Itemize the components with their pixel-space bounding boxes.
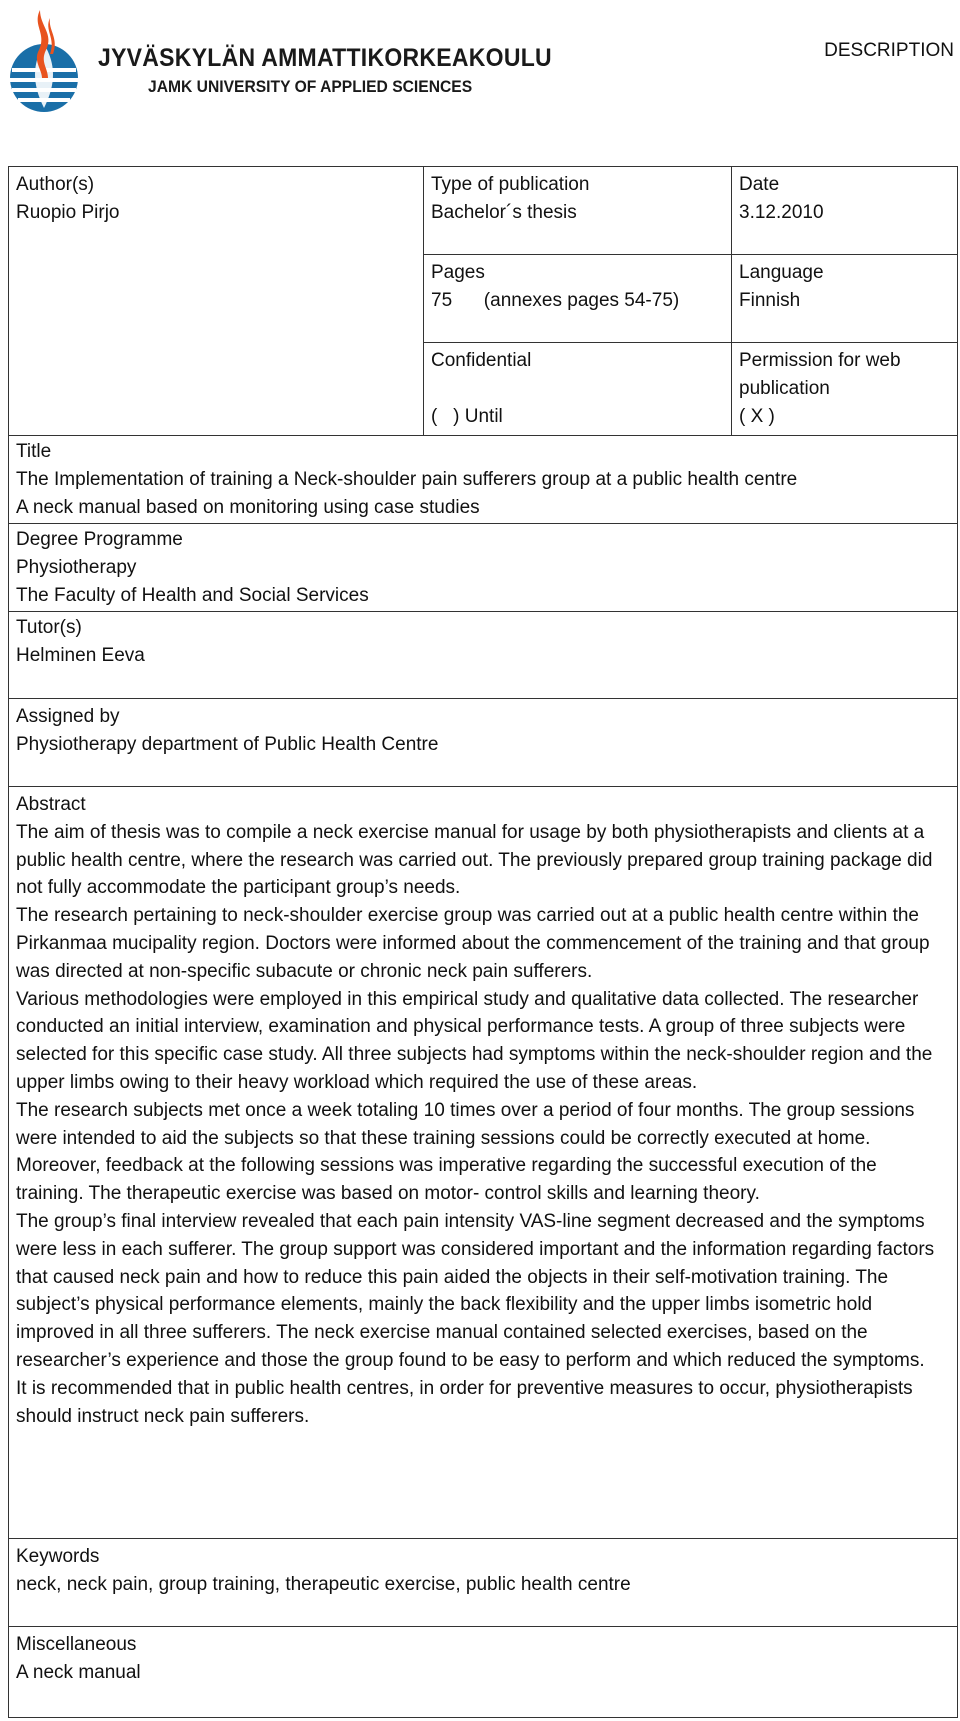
pages-label: Pages (431, 262, 485, 283)
misc-label: Miscellaneous (16, 1634, 137, 1655)
permission-label-2: publication (739, 378, 830, 399)
assigned-by-cell (9, 698, 957, 786)
tutor-label: Tutor(s) (16, 617, 82, 638)
abstract-paragraph: Various methodologies were employed in this empirical study and qualitative data collected. The researcher conducted an initial interview, examination and physical performance tests. A group of three subjects were selected for this specific case study. All three subjects had symptoms within the neck-shoulder region and the upper limbs owing to their heavy workload which required the use of these areas. (16, 988, 933, 1093)
title-cell (9, 435, 957, 523)
author-value: Ruopio Pirjo (16, 202, 120, 223)
permission-cell (731, 342, 957, 435)
author-cell (9, 167, 423, 435)
publication-type-cell (423, 167, 731, 254)
abstract-paragraph: The research subjects met once a week totaling 10 times over a period of four months. The group sessions were intended to aid the subjects so that these training sessions could be correctly executed at home. Moreover, feedback at the following sessions was imperative regarding the successful execution of the training. The therapeutic exercise was based on motor- control skills and learning theory. (16, 1099, 915, 1205)
confidential-cell (423, 342, 731, 435)
degree-label: Degree Programme (16, 529, 183, 550)
abstract-paragraph: It is recommended that in public health centres, in order for preventive measures to occur, physiotherapists should instruct neck pain sufferers. (16, 1377, 913, 1427)
document-type: DESCRIPTION (824, 40, 954, 61)
publication-type-value: Bachelor´s thesis (431, 202, 577, 223)
pages-cell (423, 254, 731, 342)
misc-value: A neck manual (16, 1662, 141, 1683)
author-label: Author(s) (16, 174, 95, 195)
assigned-label: Assigned by (16, 706, 120, 727)
permission-value: ( X ) (739, 406, 775, 427)
date-value: 3.12.2010 (739, 202, 824, 223)
degree-programme-cell (9, 523, 957, 611)
keywords-value: neck, neck pain, group training, therapeutic exercise, public health centre (16, 1574, 631, 1595)
keywords-cell (9, 1538, 957, 1626)
description-form (8, 166, 958, 1718)
language-label: Language (739, 262, 824, 283)
faculty-value: The Faculty of Health and Social Services (16, 585, 369, 606)
university-name-en: JAMK UNIVERSITY OF APPLIED SCIENCES (148, 77, 473, 96)
date-label: Date (739, 174, 780, 195)
publication-type-label: Type of publication (431, 174, 590, 195)
language-cell (731, 254, 957, 342)
title-line-2: A neck manual based on monitoring using case studies (16, 497, 480, 518)
tutor-value: Helminen Eeva (16, 645, 145, 666)
jamk-logo (4, 8, 84, 114)
abstract-paragraph: The group’s final interview revealed that each pain intensity VAS-line segment decreased and the symptoms were less in each sufferer. The group support was considered important and the information regarding factors that caused neck pain and how to reduce this pain aided the objects in their self-motivation training. The subject’s physical performance elements, mainly the back flexibility and the upper limbs isometric hold improved in all three sufferers. The neck exercise manual contained selected exercises, based on the researcher’s experience and those the group found to be easy to perform and which reduced the symptoms. (16, 1210, 935, 1371)
keywords-label: Keywords (16, 1546, 100, 1567)
confidential-label: Confidential (431, 350, 532, 371)
abstract-cell (9, 786, 957, 1538)
title-line-1: The Implementation of training a Neck-shoulder pain sufferers group at a public health centre (16, 469, 798, 490)
abstract-label: Abstract (16, 794, 86, 815)
abstract-paragraph: The research pertaining to neck-shoulder exercise group was carried out at a public health centre within the Pirkanmaa mucipality region. Doctors were informed about the commencement of the training and that group was directed at non-specific subacute or chronic neck pain sufferers. (16, 905, 930, 982)
tutor-cell (9, 611, 957, 698)
assigned-value: Physiotherapy department of Public Health Centre (16, 734, 439, 755)
degree-value: Physiotherapy (16, 557, 137, 578)
date-cell (731, 167, 957, 254)
confidential-value: ( ) Until (431, 406, 503, 427)
pages-value: 75 (annexes pages 54-75) (431, 290, 680, 311)
permission-label-1: Permission for web (739, 350, 901, 371)
university-name-fi: JYVÄSKYLÄN AMMATTIKORKEAKOULU (98, 44, 552, 72)
title-label: Title (16, 441, 52, 462)
language-value: Finnish (739, 290, 801, 311)
abstract-paragraph: The aim of thesis was to compile a neck exercise manual for usage by both physiotherapists and clients at a public health centre, where the research was carried out. The previously prepared group training package did not fully accommodate the participant group’s needs. (16, 821, 933, 899)
miscellaneous-cell (9, 1626, 957, 1717)
